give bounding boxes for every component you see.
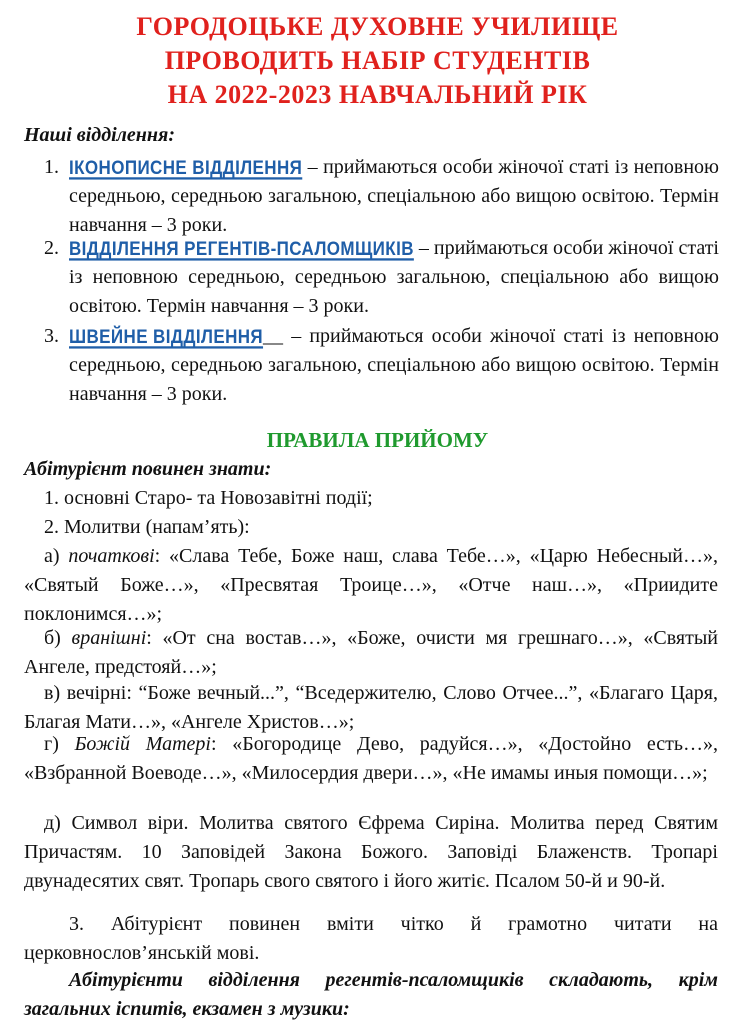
rule-item-2: 2. Молитви (напам’ять):: [44, 516, 250, 538]
department-item-iconography: [44, 153, 719, 240]
department-link-regents[interactable]: ВІДДІЛЕННЯ РЕГЕНТІВ-ПСАЛОМЩИКІВ: [69, 237, 414, 260]
prayer-letter: а): [44, 545, 69, 567]
department-link-suffix: __: [263, 325, 284, 347]
departments-label: Наші відділення:: [24, 124, 175, 146]
prayers-initial: [24, 542, 718, 629]
rule-item-3: 3. Абітурієнт повинен вміти чітко й грамотно читати на церковнослов’янській мові.: [24, 913, 718, 964]
department-description: – приймаються особи жіночої статі із неповною середньою, середньою загальною, спеціальною або вищою освітою. Термін навчання – 3 роки.: [69, 237, 719, 317]
prayer-list: : «От сна востав…», «Боже, очисти мя грешнаго…», «Святый Ангеле, предстояй…»;: [24, 627, 718, 678]
prayer-category: вранішні: [71, 627, 147, 649]
department-item-regents: [44, 234, 719, 321]
prayer-letter: б): [44, 627, 72, 649]
prayers-other: д) Символ віри. Молитва святого Єфрема Сиріна. Молитва перед Святим Причастям. 10 Заповідей Закона Божого. Заповіді Блаженств. Тропарі двунадесятих свят. Тропарь свого святого і його житіє. Псалом 50-й и 90-й.: [24, 812, 718, 892]
department-number: 2.: [44, 237, 59, 259]
department-description: – приймаються особи жіночої статі із неповною середньою, середньою загальною, спеціальною або вищою освітою. Термін навчання – 3 роки.: [69, 156, 719, 236]
department-number: 1.: [44, 156, 59, 178]
prayers-theotokos: [24, 730, 718, 788]
prayer-category: Божій Матері: [74, 733, 211, 755]
rule-item-1: 1. основні Старо- та Новозавітні події;: [44, 487, 373, 509]
title-line-1: ГОРОДОЦЬКЕ ДУХОВНЕ УЧИЛИЩЕ: [136, 12, 619, 41]
prayer-letter: г): [44, 733, 75, 755]
department-number: 3.: [44, 325, 59, 347]
must-know-label: Абітурієнт повинен знати:: [24, 458, 272, 480]
department-link-sewing[interactable]: ШВЕЙНЕ ВІДДІЛЕННЯ: [69, 325, 264, 348]
prayer-list: : «Слава Тебе, Боже наш, слава Тебе…», «Царю Небесный…», «Святый Боже…», «Пресвятая Троице…», «Отче наш…», «Приидите поклонимся…»;: [24, 545, 718, 625]
department-link-iconography[interactable]: ІКОНОПИСНЕ ВІДДІЛЕННЯ: [69, 156, 303, 179]
title-line-2: ПРОВОДИТЬ НАБІР СТУДЕНТІВ: [164, 46, 591, 75]
prayer-category: початкові: [68, 545, 155, 567]
department-description: – приймаються особи жіночої статі із неповною середньою, середньою загальною, спеціальною або вищою освітою. Термін навчання – 3 роки.: [69, 325, 719, 405]
regent-exam-note: Абітурієнти відділення регентів-псаломщиків складають, крім загальних іспитів, екзамен з музики:: [24, 969, 718, 1020]
prayers-evening: в) вечірні: “Боже вечный...”, “Вседержителю, Слово Отчее...”, «Благаго Царя, Благая Мати…», «Ангеле Христов…»;: [24, 682, 718, 733]
rules-heading: ПРАВИЛА ПРИЙОМУ: [266, 428, 489, 452]
notice-title: [0, 10, 755, 112]
prayers-morning: [24, 624, 718, 682]
title-line-3: НА 2022-2023 НАВЧАЛЬНИЙ РІК: [167, 80, 588, 109]
department-item-sewing: [44, 322, 719, 409]
prayer-list: : «Богородице Дево, радуйся…», «Достойно есть…», «Взбранной Воеводе…», «Милосердия двери…», «Не имамы иныя помощи…»;: [24, 733, 719, 784]
